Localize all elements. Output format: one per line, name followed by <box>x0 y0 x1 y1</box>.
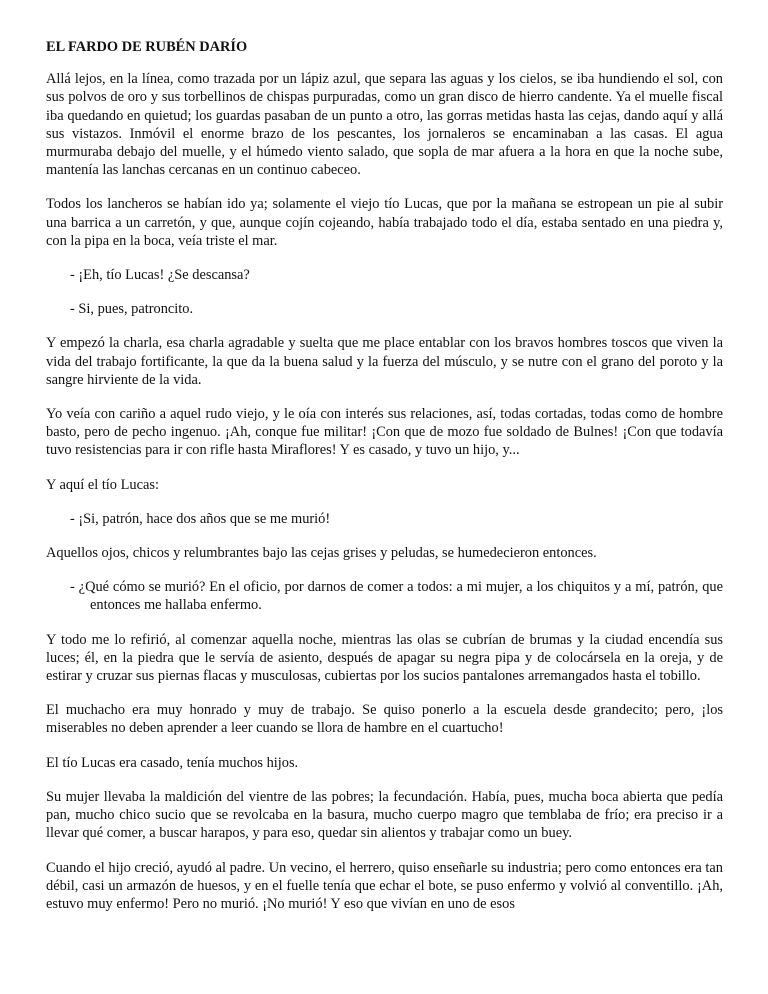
paragraph: Yo veía con cariño a aquel rudo viejo, y le oía con interés sus relaciones, así, todas cortadas, todas como de hombre basto, pero de pecho ingenuo. ¡Ah, conque fue militar! ¡Con que de mozo fue soldado de Bulnes! ¡Con que todavía tuvo resistencias para ir con rifle hasta Miraflores! Y es casado, y tuvo un hijo, y... <box>46 406 723 459</box>
paragraph: El muchacho era muy honrado y muy de trabajo. Se quiso ponerlo a la escuela desde grandecito; pero, ¡los miserables no deben aprender a leer cuando se llora de hambre en el cuartucho! <box>46 702 723 737</box>
paragraph: Su mujer llevaba la maldición del vientre de las pobres; la fecundación. Había, pues, mucha boca abierta que pedía pan, mucho chico sucio que se revolcaba en la basura, mucho cuerpo magro que temblaba de frío; era preciso ir a llevar qué comer, a buscar harapos, y para eso, quedar sin alientos y trabajar como un buey. <box>46 788 723 842</box>
dialogue-line: - ¡Si, patrón, hace dos años que se me murió! <box>70 510 331 527</box>
paragraph: Aquellos ojos, chicos y relumbrantes bajo las cejas grises y peludas, se humedecieron entonces. <box>46 545 597 562</box>
paragraph: Todos los lancheros se habían ido ya; solamente el viejo tío Lucas, que por la mañana se estropean un pie al subir una barrica a un carretón, y que, aunque cojín cojeando, había trabajado todo el día, estaba sentado en una piedra y, con la pipa en la boca, veía triste el mar. <box>46 196 723 249</box>
paragraph: Y todo me lo refirió, al comenzar aquella noche, mientras las olas se cubrían de brumas y la ciudad encendía sus luces; él, en la piedra que le servía de asiento, después de apagar su negra pipa y de colocársela en la oreja, y de estirar y cruzar sus piernas flacas y musculosas, cubiertas por los sucios pantalones arremangados hasta el tobillo. <box>46 631 723 685</box>
document-title: EL FARDO DE RUBÉN DARÍO <box>46 39 248 55</box>
dialogue-line: - ¡Eh, tío Lucas! ¿Se descansa? <box>70 267 250 284</box>
document-page <box>46 38 723 913</box>
paragraph: Y empezó la charla, esa charla agradable y suelta que me place entablar con los bravos hombres toscos que viven la vida del trabajo fortificante, la que da la buena salud y la fuerza del músculo, y se nutre con el grano del poroto y la sangre hirviente de la vida. <box>46 335 723 388</box>
dialogue-line: - Si, pues, patroncito. <box>70 301 194 318</box>
paragraph: El tío Lucas era casado, tenía muchos hijos. <box>46 754 299 771</box>
paragraph: Cuando el hijo creció, ayudó al padre. Un vecino, el herrero, quiso enseñarle su industria; pero como entonces era tan débil, casi un armazón de huesos, y en el fuelle tenía que echar el bote, se puso enfermo y volvió al conventillo. ¡Ah, estuvo muy enfermo! Pero no murió. ¡No murió! Y eso que vivían en uno de esos <box>46 859 723 912</box>
dialogue-line: - ¿Qué cómo se murió? En el oficio, por darnos de comer a todos: a mi mujer, a los chiquitos y a mí, patrón, que entonces me hallaba enfermo. <box>70 579 723 614</box>
paragraph: Allá lejos, en la línea, como trazada por un lápiz azul, que separa las aguas y los cielos, se iba hundiendo el sol, con sus polvos de oro y sus torbellinos de chispas purpuradas, como un gran disco de hierro candente. Ya el muelle fiscal iba quedando en quietud; los guardas pasaban de un punto a otro, las gorras metidas hasta las cejas, dando aquí y allá sus vistazos. Inmóvil el enorme brazo de los pescantes, los jornaleros se encaminaban a las casas. El agua murmuraba debajo del muelle, y el húmedo viento salado, que sopla de mar afuera a la hora en que la noche sube, mantenía las lanchas cercanas en un continuo cabeceo. <box>46 71 723 179</box>
paragraph: Y aquí el tío Lucas: <box>46 476 159 493</box>
